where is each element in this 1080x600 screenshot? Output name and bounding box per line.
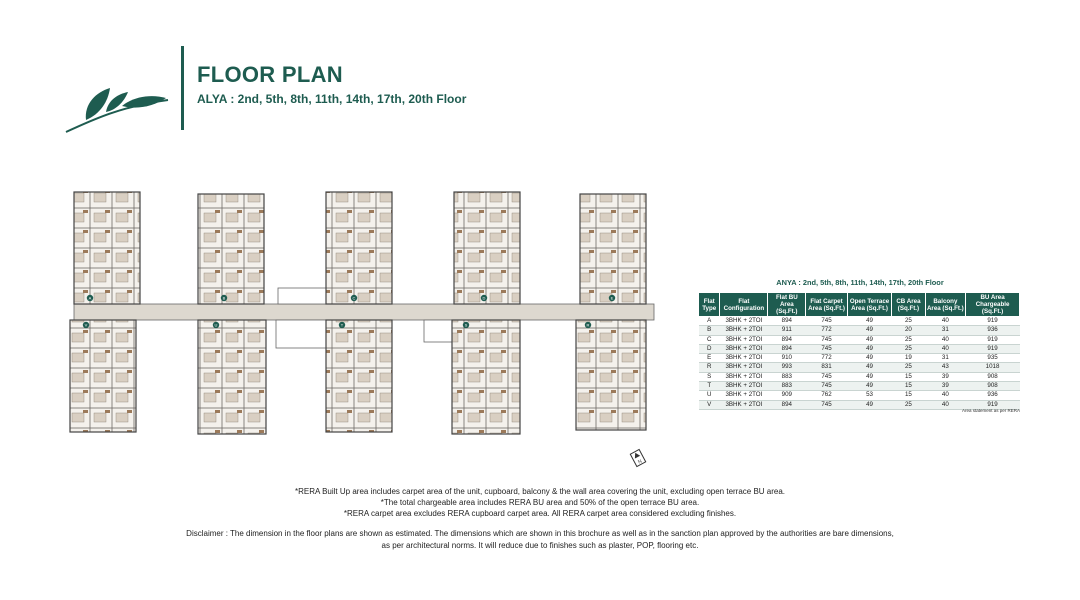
note-line: *RERA carpet area excludes RERA cupboard carpet area. All RERA carpet area considered excluding finishes. [343, 509, 737, 519]
table-row [699, 326, 1020, 335]
table-cell: 39 [925, 382, 965, 391]
table-cell: 894 [768, 344, 806, 353]
table-row [699, 391, 1020, 400]
table-cell: 49 [847, 354, 891, 363]
disclaimer-line: Disclaimer : The dimension in the floor plans are shown as estimated. The dimensions which are shown in this brochure as well as in the sanction plan approved by the authorities are bare dimensions, [186, 529, 894, 538]
table-cell: 3BHK + 2TOI [720, 354, 768, 363]
table-cell: 919 [966, 335, 1020, 344]
table-cell: 49 [847, 326, 891, 335]
area-table [698, 292, 1020, 410]
table-cell: 3BHK + 2TOI [720, 372, 768, 381]
table-cell: 49 [847, 372, 891, 381]
rera-notes [180, 486, 900, 520]
table-cell: 993 [768, 363, 806, 372]
table-body [699, 317, 1020, 410]
table-cell: 908 [966, 382, 1020, 391]
table-cell: 745 [806, 344, 848, 353]
table-cell: 762 [806, 391, 848, 400]
table-cell: 40 [925, 335, 965, 344]
table-cell: C [699, 335, 720, 344]
table-cell: 20 [892, 326, 925, 335]
table-cell: 49 [847, 344, 891, 353]
table-cell: 908 [966, 372, 1020, 381]
table-cell: 31 [925, 354, 965, 363]
table-cell: 25 [892, 344, 925, 353]
table-cell: 772 [806, 354, 848, 363]
header-divider [181, 46, 184, 130]
flat-label: B [222, 295, 226, 301]
table-cell: 1018 [966, 363, 1020, 372]
flat-label: E [610, 295, 614, 301]
table-row [699, 372, 1020, 381]
table-cell: 3BHK + 2TOI [720, 317, 768, 326]
disclaimer-line: as per architectural norms. It will reduce due to finishes such as plaster, POP, flooring etc. [381, 540, 699, 550]
table-cell: B [699, 326, 720, 335]
table-cell: 919 [966, 400, 1020, 409]
table-note: Area statement as per RERA [961, 408, 1020, 413]
table-cell: 911 [768, 326, 806, 335]
leaf-logo-icon [62, 84, 172, 136]
table-cell: 40 [925, 391, 965, 400]
table-cell: 15 [892, 382, 925, 391]
table-cell: 25 [892, 400, 925, 409]
table-cell: 935 [966, 354, 1020, 363]
table-cell: 894 [768, 335, 806, 344]
column-header: Flat Carpet Area (Sq.Ft.) [806, 293, 848, 317]
table-cell: 745 [806, 335, 848, 344]
flat-label: T [340, 322, 344, 328]
table-cell: 745 [806, 400, 848, 409]
table-cell: 25 [892, 335, 925, 344]
note-line: *RERA Built Up area includes carpet area of the unit, cupboard, balcony & the wall area covering the unit, excluding open terrace BU area. [294, 487, 786, 496]
table-cell: 43 [925, 363, 965, 372]
table-cell: 53 [847, 391, 891, 400]
table-cell: 883 [768, 372, 806, 381]
table-cell: 745 [806, 382, 848, 391]
note-line: *The total chargeable area includes RERA BU area and 50% of the open terrace BU area. [380, 498, 700, 508]
table-cell: 909 [768, 391, 806, 400]
flat-label: R [586, 322, 590, 328]
table-cell: 745 [806, 372, 848, 381]
table-cell: 40 [925, 344, 965, 353]
table-cell: 894 [768, 400, 806, 409]
page-title: FLOOR PLAN [197, 62, 343, 87]
table-cell: 19 [892, 354, 925, 363]
table-cell: 936 [966, 326, 1020, 335]
table-cell: 25 [892, 317, 925, 326]
table-cell: 31 [925, 326, 965, 335]
table-cell: 3BHK + 2TOI [720, 344, 768, 353]
table-cell: 919 [966, 344, 1020, 353]
table-header-row [699, 293, 1020, 317]
table-cell: 15 [892, 391, 925, 400]
table-cell: 39 [925, 372, 965, 381]
column-header: Open Terrace Area (Sq.Ft.) [847, 293, 891, 317]
table-cell: 919 [966, 317, 1020, 326]
table-cell: 894 [768, 317, 806, 326]
svg-text:N: N [637, 458, 644, 466]
flat-label: S [464, 322, 468, 328]
table-cell: V [699, 400, 720, 409]
table-cell: 49 [847, 400, 891, 409]
column-header: BU Area Chargeable (Sq.Ft.) [966, 293, 1020, 317]
table-cell: 15 [892, 372, 925, 381]
table-cell: 936 [966, 391, 1020, 400]
table-cell: 40 [925, 317, 965, 326]
flat-label: D [482, 295, 486, 301]
table-cell: A [699, 317, 720, 326]
table-cell: 49 [847, 382, 891, 391]
flat-label: A [88, 295, 92, 301]
table-row [699, 344, 1020, 353]
table-cell: 49 [847, 363, 891, 372]
table-cell: 910 [768, 354, 806, 363]
page-subtitle: ALYA : 2nd, 5th, 8th, 11th, 14th, 17th, 20th Floor [197, 92, 467, 106]
column-header: Flat Configuration [720, 293, 768, 317]
table-cell: D [699, 344, 720, 353]
table-cell: 745 [806, 317, 848, 326]
table-title: ANYA : 2nd, 5th, 8th, 11th, 14th, 17th, 20th Floor [776, 278, 944, 287]
column-header: Flat Type [699, 293, 720, 317]
table-cell: E [699, 354, 720, 363]
table-cell: 772 [806, 326, 848, 335]
table-cell: 49 [847, 335, 891, 344]
column-header: CB Area (Sq.Ft.) [892, 293, 925, 317]
table-cell: S [699, 372, 720, 381]
table-cell: 3BHK + 2TOI [720, 363, 768, 372]
north-arrow-icon [628, 448, 648, 468]
table-cell: 3BHK + 2TOI [720, 382, 768, 391]
flat-label: C [352, 295, 356, 301]
table-cell: 831 [806, 363, 848, 372]
column-header: Flat BU Area (Sq.Ft.) [768, 293, 806, 317]
table-row [699, 354, 1020, 363]
table-cell: U [699, 391, 720, 400]
floor-plan-drawing [68, 188, 660, 440]
table-cell: 3BHK + 2TOI [720, 400, 768, 409]
table-cell: 3BHK + 2TOI [720, 326, 768, 335]
table-row [699, 363, 1020, 372]
table-cell: 883 [768, 382, 806, 391]
table-cell: 40 [925, 400, 965, 409]
flat-label: U [214, 322, 218, 328]
column-header: Balcony Area (Sq.Ft.) [925, 293, 965, 317]
flat-label: V [84, 322, 88, 328]
table-row [699, 382, 1020, 391]
table-cell: 3BHK + 2TOI [720, 335, 768, 344]
table-cell: R [699, 363, 720, 372]
disclaimer [130, 528, 950, 551]
table-cell: 49 [847, 317, 891, 326]
table-cell: T [699, 382, 720, 391]
table-row [699, 317, 1020, 326]
table-cell: 3BHK + 2TOI [720, 391, 768, 400]
table-row [699, 335, 1020, 344]
table-cell: 25 [892, 363, 925, 372]
